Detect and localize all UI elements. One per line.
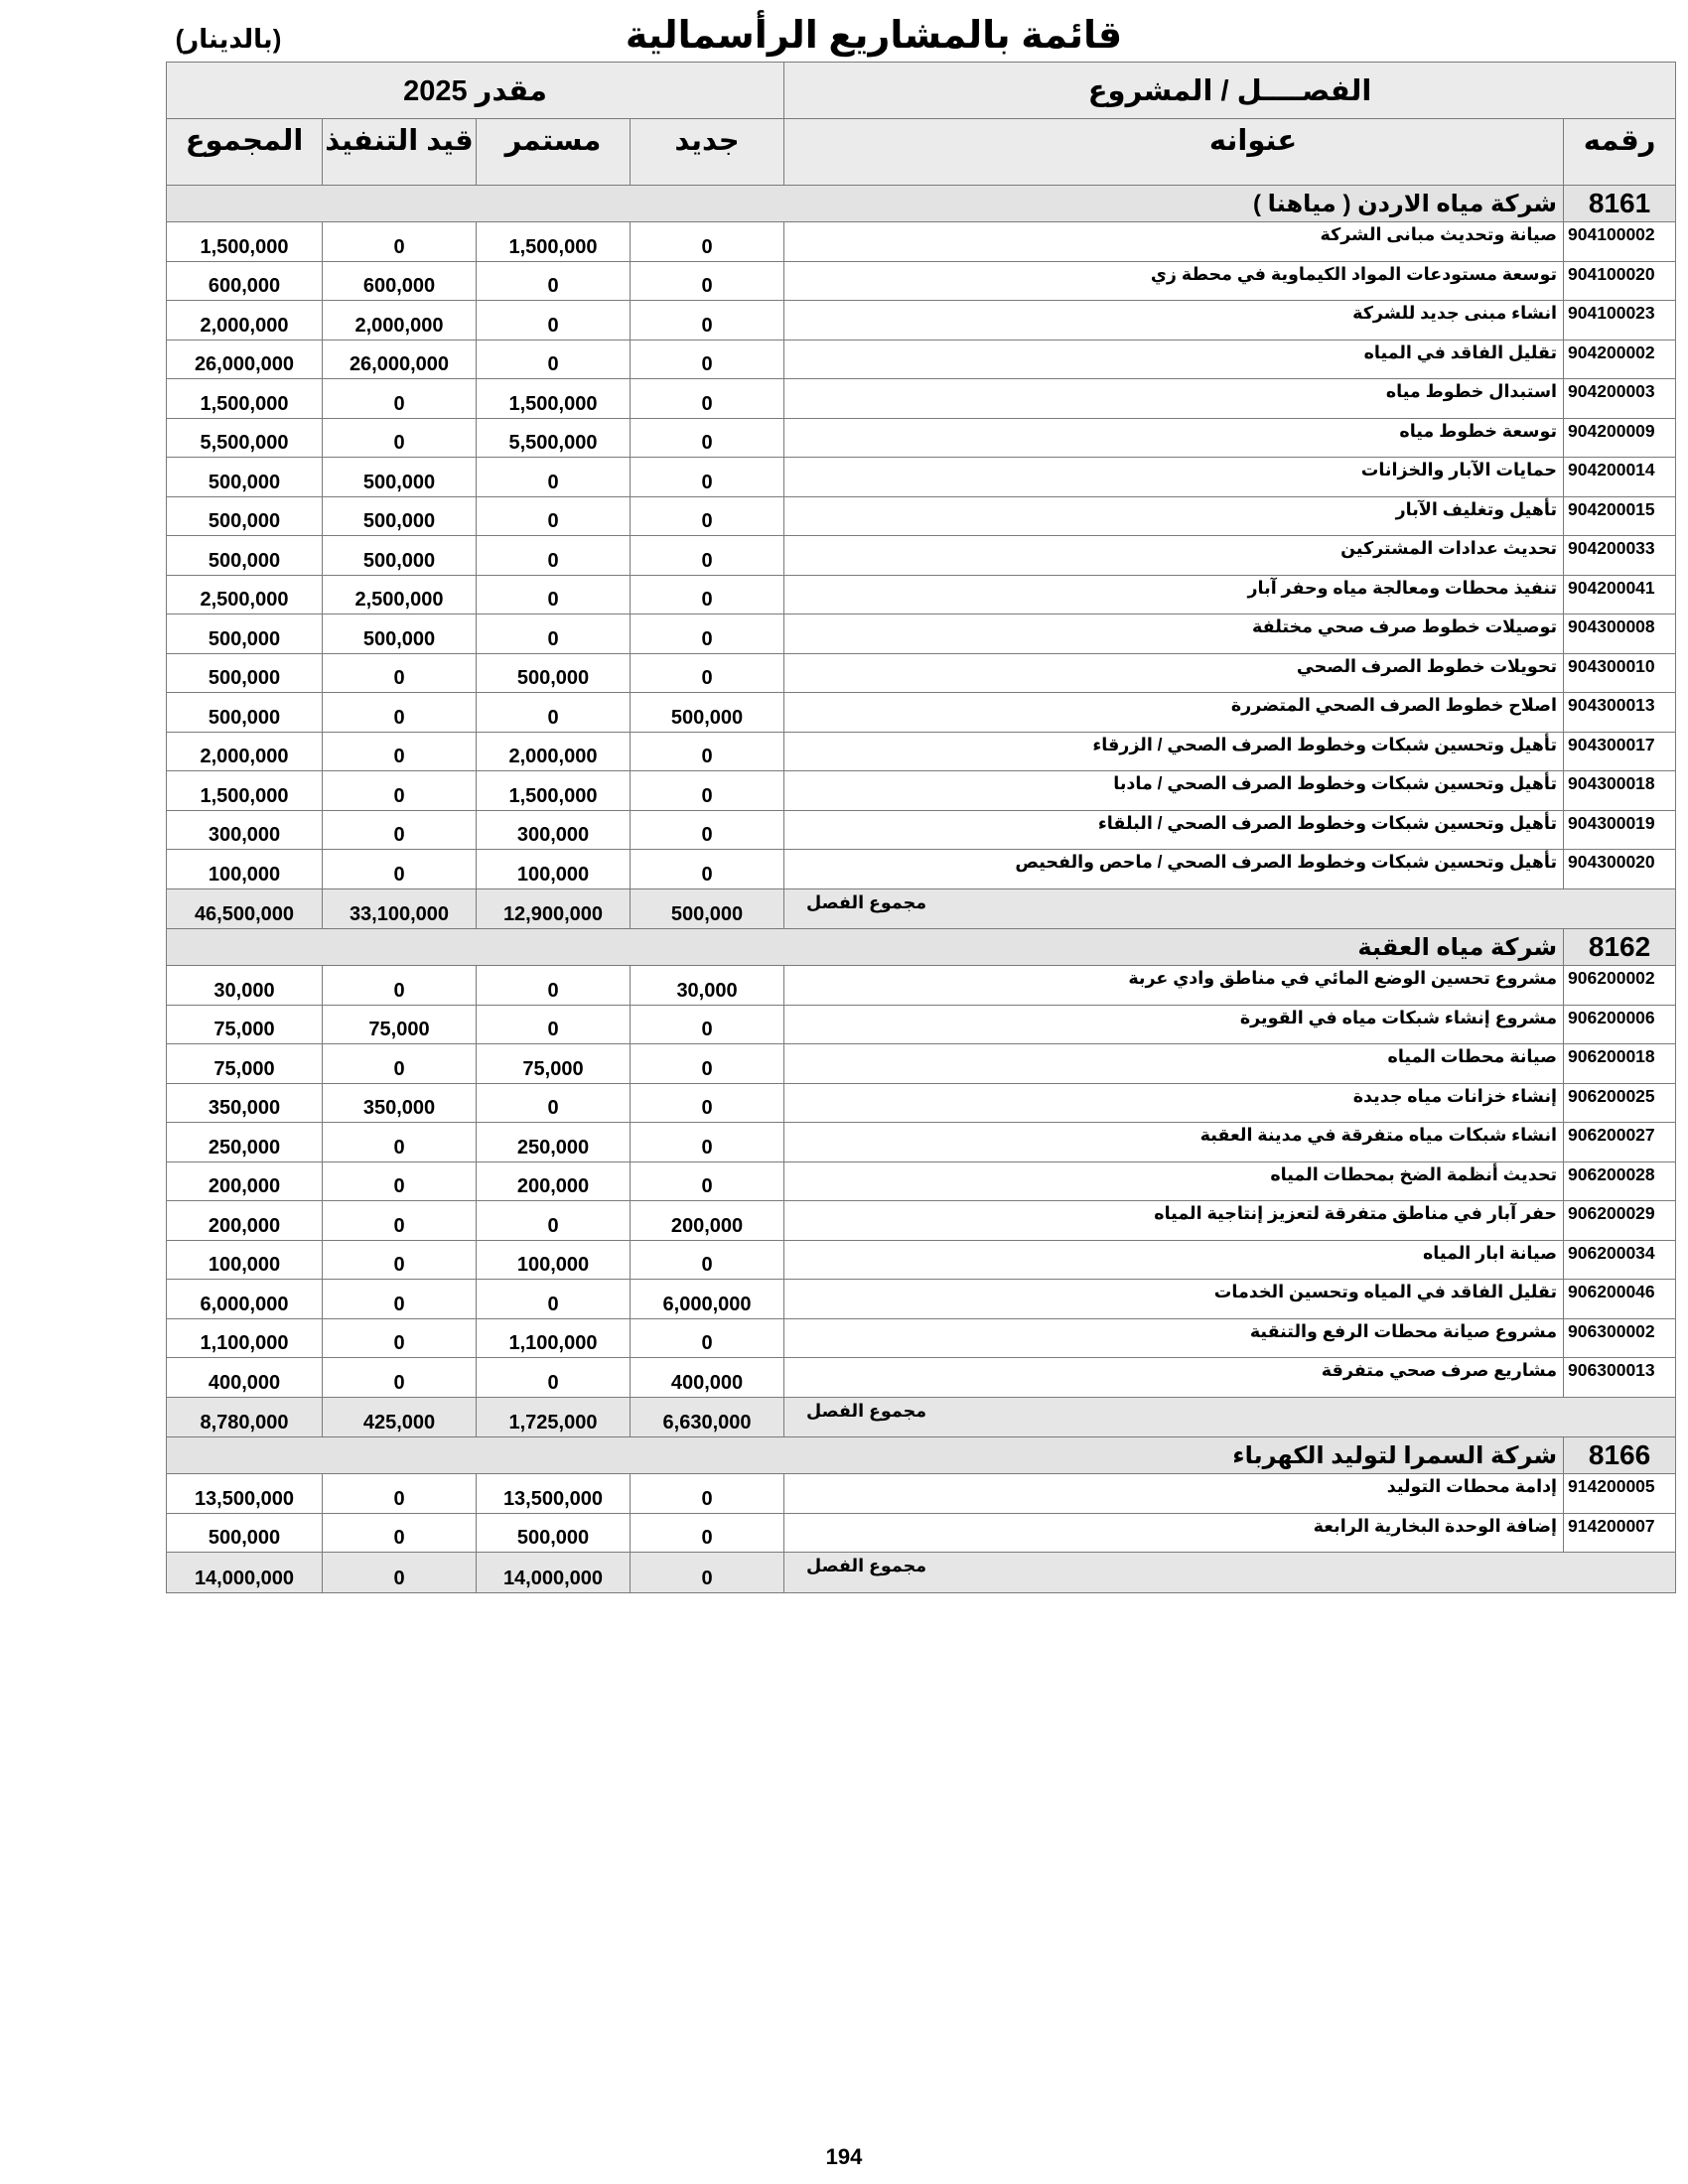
project-code: 906300013 bbox=[1564, 1358, 1676, 1398]
project-code: 904200002 bbox=[1564, 340, 1676, 379]
project-total: 500,000 bbox=[167, 614, 323, 654]
project-code: 914200007 bbox=[1564, 1513, 1676, 1553]
project-code: 906200018 bbox=[1564, 1044, 1676, 1084]
project-row bbox=[167, 575, 1676, 614]
chapter-total-continuing: 14,000,000 bbox=[477, 1553, 631, 1593]
project-code: 906200034 bbox=[1564, 1240, 1676, 1280]
project-title: تقليل الفاقد في المياه وتحسين الخدمات bbox=[784, 1280, 1564, 1319]
project-code: 906200025 bbox=[1564, 1083, 1676, 1123]
project-row bbox=[167, 1083, 1676, 1123]
chapter-total-label: مجموع الفصل bbox=[784, 1397, 1676, 1437]
chapter-total-under-execution: 0 bbox=[323, 1553, 477, 1593]
project-continuing: 0 bbox=[477, 536, 631, 576]
project-total: 300,000 bbox=[167, 810, 323, 850]
project-row bbox=[167, 301, 1676, 341]
project-code: 904300010 bbox=[1564, 653, 1676, 693]
project-continuing: 250,000 bbox=[477, 1123, 631, 1162]
project-row bbox=[167, 850, 1676, 889]
title-column-header: عنوانه bbox=[784, 119, 1564, 186]
chapter-total-continuing: 12,900,000 bbox=[477, 888, 631, 929]
project-under-execution: 0 bbox=[323, 732, 477, 771]
project-under-execution: 500,000 bbox=[323, 496, 477, 536]
project-under-execution: 0 bbox=[323, 810, 477, 850]
project-total: 250,000 bbox=[167, 1123, 323, 1162]
project-new: 0 bbox=[631, 536, 784, 576]
project-code: 904300020 bbox=[1564, 850, 1676, 889]
project-title: تحويلات خطوط الصرف الصحي bbox=[784, 653, 1564, 693]
project-new: 0 bbox=[631, 496, 784, 536]
project-continuing: 0 bbox=[477, 1005, 631, 1044]
chapter-total-row bbox=[167, 888, 1676, 929]
project-title: مشروع تحسين الوضع المائي في مناطق وادي عربة bbox=[784, 966, 1564, 1006]
page-number: 194 bbox=[825, 2144, 863, 2169]
project-code: 904300013 bbox=[1564, 693, 1676, 733]
project-continuing: 0 bbox=[477, 1358, 631, 1398]
project-continuing: 100,000 bbox=[477, 1240, 631, 1280]
project-row bbox=[167, 1280, 1676, 1319]
project-continuing: 0 bbox=[477, 1083, 631, 1123]
project-total: 100,000 bbox=[167, 850, 323, 889]
project-row bbox=[167, 1513, 1676, 1553]
page-title: قائمة بالمشاريع الرأسمالية bbox=[625, 15, 1123, 57]
project-continuing: 300,000 bbox=[477, 810, 631, 850]
project-continuing: 0 bbox=[477, 1280, 631, 1319]
project-row bbox=[167, 732, 1676, 771]
project-total: 1,500,000 bbox=[167, 771, 323, 811]
project-row bbox=[167, 261, 1676, 301]
project-new: 0 bbox=[631, 261, 784, 301]
project-code: 906200028 bbox=[1564, 1161, 1676, 1201]
project-new: 0 bbox=[631, 732, 784, 771]
project-continuing: 200,000 bbox=[477, 1161, 631, 1201]
project-total: 200,000 bbox=[167, 1201, 323, 1241]
project-row bbox=[167, 1044, 1676, 1084]
project-under-execution: 75,000 bbox=[323, 1005, 477, 1044]
project-row bbox=[167, 693, 1676, 733]
project-title: تنفيذ محطات ومعالجة مياه وحفر آبار bbox=[784, 575, 1564, 614]
chapter-total-new: 500,000 bbox=[631, 888, 784, 929]
project-new: 0 bbox=[631, 1123, 784, 1162]
chapter-name: شركة السمرا لتوليد الكهرباء bbox=[167, 1437, 1564, 1474]
chapter-row bbox=[167, 929, 1676, 966]
project-new: 0 bbox=[631, 653, 784, 693]
chapter-row bbox=[167, 186, 1676, 222]
project-row bbox=[167, 1005, 1676, 1044]
chapter-total-continuing: 1,725,000 bbox=[477, 1397, 631, 1437]
project-under-execution: 0 bbox=[323, 966, 477, 1006]
project-row bbox=[167, 1474, 1676, 1514]
project-new: 0 bbox=[631, 575, 784, 614]
project-title: توسعة مستودعات المواد الكيماوية في محطة زي bbox=[784, 261, 1564, 301]
project-under-execution: 2,500,000 bbox=[323, 575, 477, 614]
project-new: 0 bbox=[631, 458, 784, 497]
project-total: 500,000 bbox=[167, 693, 323, 733]
project-continuing: 0 bbox=[477, 1201, 631, 1241]
project-row bbox=[167, 1318, 1676, 1358]
project-continuing: 500,000 bbox=[477, 1513, 631, 1553]
project-continuing: 0 bbox=[477, 340, 631, 379]
project-new: 200,000 bbox=[631, 1201, 784, 1241]
chapter-project-header: الفصــــل / المشروع bbox=[784, 63, 1676, 119]
estimate-group-header: مقدر 2025 bbox=[167, 63, 784, 119]
project-under-execution: 0 bbox=[323, 418, 477, 458]
project-title: صيانة وتحديث مبانى الشركة bbox=[784, 222, 1564, 262]
project-continuing: 0 bbox=[477, 458, 631, 497]
project-new: 0 bbox=[631, 1513, 784, 1553]
project-new: 0 bbox=[631, 1474, 784, 1514]
project-code: 904200014 bbox=[1564, 458, 1676, 497]
project-under-execution: 0 bbox=[323, 379, 477, 419]
project-total: 200,000 bbox=[167, 1161, 323, 1201]
project-title: تحديث أنظمة الضخ بمحطات المياه bbox=[784, 1161, 1564, 1201]
capital-projects-table bbox=[166, 62, 1676, 1593]
project-under-execution: 0 bbox=[323, 850, 477, 889]
project-total: 1,500,000 bbox=[167, 379, 323, 419]
project-new: 500,000 bbox=[631, 693, 784, 733]
project-code: 906200027 bbox=[1564, 1123, 1676, 1162]
project-row bbox=[167, 418, 1676, 458]
project-new: 0 bbox=[631, 1044, 784, 1084]
project-under-execution: 0 bbox=[323, 771, 477, 811]
project-continuing: 0 bbox=[477, 496, 631, 536]
project-under-execution: 0 bbox=[323, 1280, 477, 1319]
project-under-execution: 0 bbox=[323, 1240, 477, 1280]
header-row-columns bbox=[167, 119, 1676, 186]
project-total: 6,000,000 bbox=[167, 1280, 323, 1319]
project-continuing: 100,000 bbox=[477, 850, 631, 889]
project-under-execution: 0 bbox=[323, 653, 477, 693]
project-row bbox=[167, 1240, 1676, 1280]
project-new: 0 bbox=[631, 418, 784, 458]
project-new: 0 bbox=[631, 340, 784, 379]
project-continuing: 5,500,000 bbox=[477, 418, 631, 458]
project-total: 2,000,000 bbox=[167, 732, 323, 771]
chapter-total-row bbox=[167, 1397, 1676, 1437]
project-title: حمايات الآبار والخزانات bbox=[784, 458, 1564, 497]
project-under-execution: 0 bbox=[323, 693, 477, 733]
chapter-total-sum: 14,000,000 bbox=[167, 1553, 323, 1593]
project-code: 906200046 bbox=[1564, 1280, 1676, 1319]
project-code: 904200003 bbox=[1564, 379, 1676, 419]
continuing-column-header: مستمر bbox=[477, 119, 631, 186]
project-title: إضافة الوحدة البخارية الرابعة bbox=[784, 1513, 1564, 1553]
project-under-execution: 0 bbox=[323, 1318, 477, 1358]
project-under-execution: 0 bbox=[323, 1513, 477, 1553]
project-under-execution: 26,000,000 bbox=[323, 340, 477, 379]
chapter-total-row bbox=[167, 1553, 1676, 1593]
project-total: 500,000 bbox=[167, 496, 323, 536]
project-code: 914200005 bbox=[1564, 1474, 1676, 1514]
project-new: 0 bbox=[631, 1005, 784, 1044]
project-total: 26,000,000 bbox=[167, 340, 323, 379]
project-total: 400,000 bbox=[167, 1358, 323, 1398]
project-row bbox=[167, 1161, 1676, 1201]
project-total: 1,500,000 bbox=[167, 222, 323, 262]
project-under-execution: 0 bbox=[323, 1358, 477, 1398]
project-continuing: 500,000 bbox=[477, 653, 631, 693]
project-code: 904200033 bbox=[1564, 536, 1676, 576]
project-continuing: 75,000 bbox=[477, 1044, 631, 1084]
project-under-execution: 500,000 bbox=[323, 458, 477, 497]
project-new: 6,000,000 bbox=[631, 1280, 784, 1319]
project-row bbox=[167, 1123, 1676, 1162]
project-new: 0 bbox=[631, 222, 784, 262]
project-title: استبدال خطوط مياه bbox=[784, 379, 1564, 419]
project-title: حفر آبار في مناطق متفرقة لتعزيز إنتاجية المياه bbox=[784, 1201, 1564, 1241]
chapter-code: 8161 bbox=[1564, 186, 1676, 222]
project-total: 500,000 bbox=[167, 536, 323, 576]
project-title: تأهيل وتحسين شبكات وخطوط الصرف الصحي / الزرقاء bbox=[784, 732, 1564, 771]
header-row-group bbox=[167, 63, 1676, 119]
project-total: 100,000 bbox=[167, 1240, 323, 1280]
project-under-execution: 500,000 bbox=[323, 614, 477, 654]
project-code: 904100020 bbox=[1564, 261, 1676, 301]
project-new: 0 bbox=[631, 301, 784, 341]
project-row bbox=[167, 1358, 1676, 1398]
project-row bbox=[167, 222, 1676, 262]
project-under-execution: 0 bbox=[323, 1474, 477, 1514]
project-new: 30,000 bbox=[631, 966, 784, 1006]
project-new: 0 bbox=[631, 850, 784, 889]
project-new: 0 bbox=[631, 1318, 784, 1358]
project-continuing: 1,100,000 bbox=[477, 1318, 631, 1358]
project-title: توصيلات خطوط صرف صحي مختلفة bbox=[784, 614, 1564, 654]
project-title: تأهيل وتحسين شبكات وخطوط الصرف الصحي / مادبا bbox=[784, 771, 1564, 811]
project-code: 906200006 bbox=[1564, 1005, 1676, 1044]
project-total: 500,000 bbox=[167, 653, 323, 693]
chapter-total-sum: 46,500,000 bbox=[167, 888, 323, 929]
project-title: إنشاء خزانات مياه جديدة bbox=[784, 1083, 1564, 1123]
project-code: 904200041 bbox=[1564, 575, 1676, 614]
project-total: 1,100,000 bbox=[167, 1318, 323, 1358]
project-title: اصلاح خطوط الصرف الصحي المتضررة bbox=[784, 693, 1564, 733]
project-continuing: 0 bbox=[477, 614, 631, 654]
number-column-header: رقمه bbox=[1564, 119, 1676, 186]
project-code: 906300002 bbox=[1564, 1318, 1676, 1358]
project-under-execution: 0 bbox=[323, 1201, 477, 1241]
chapter-total-under-execution: 33,100,000 bbox=[323, 888, 477, 929]
project-code: 904100002 bbox=[1564, 222, 1676, 262]
project-row bbox=[167, 653, 1676, 693]
total-column-header: المجموع bbox=[167, 119, 323, 186]
project-total: 2,000,000 bbox=[167, 301, 323, 341]
project-row bbox=[167, 614, 1676, 654]
project-new: 0 bbox=[631, 614, 784, 654]
project-code: 906200029 bbox=[1564, 1201, 1676, 1241]
project-continuing: 2,000,000 bbox=[477, 732, 631, 771]
project-title: تحديث عدادات المشتركين bbox=[784, 536, 1564, 576]
project-continuing: 0 bbox=[477, 575, 631, 614]
project-title: تأهيل وتحسين شبكات وخطوط الصرف الصحي / ماحص والفحيص bbox=[784, 850, 1564, 889]
project-under-execution: 500,000 bbox=[323, 536, 477, 576]
project-under-execution: 2,000,000 bbox=[323, 301, 477, 341]
project-code: 904200009 bbox=[1564, 418, 1676, 458]
project-new: 0 bbox=[631, 1161, 784, 1201]
project-new: 400,000 bbox=[631, 1358, 784, 1398]
project-title: إدامة محطات التوليد bbox=[784, 1474, 1564, 1514]
currency-note: (بالدينار) bbox=[175, 24, 282, 54]
project-code: 904300008 bbox=[1564, 614, 1676, 654]
project-new: 0 bbox=[631, 810, 784, 850]
project-under-execution: 0 bbox=[323, 1044, 477, 1084]
project-total: 350,000 bbox=[167, 1083, 323, 1123]
project-new: 0 bbox=[631, 1083, 784, 1123]
project-title: تأهيل وتغليف الآبار bbox=[784, 496, 1564, 536]
project-code: 904300018 bbox=[1564, 771, 1676, 811]
project-title: تأهيل وتحسين شبكات وخطوط الصرف الصحي / البلقاء bbox=[784, 810, 1564, 850]
project-total: 2,500,000 bbox=[167, 575, 323, 614]
project-total: 13,500,000 bbox=[167, 1474, 323, 1514]
chapter-total-new: 6,630,000 bbox=[631, 1397, 784, 1437]
project-code: 906200002 bbox=[1564, 966, 1676, 1006]
project-continuing: 0 bbox=[477, 966, 631, 1006]
project-code: 904100023 bbox=[1564, 301, 1676, 341]
project-title: مشاريع صرف صحي متفرقة bbox=[784, 1358, 1564, 1398]
project-total: 30,000 bbox=[167, 966, 323, 1006]
project-row bbox=[167, 496, 1676, 536]
project-title: مشروع صيانة محطات الرفع والتنقية bbox=[784, 1318, 1564, 1358]
project-total: 500,000 bbox=[167, 1513, 323, 1553]
project-under-execution: 0 bbox=[323, 222, 477, 262]
project-continuing: 0 bbox=[477, 301, 631, 341]
project-title: انشاء شبكات مياه متفرقة في مدينة العقبة bbox=[784, 1123, 1564, 1162]
chapter-total-new: 0 bbox=[631, 1553, 784, 1593]
chapter-row bbox=[167, 1437, 1676, 1474]
project-title: مشروع إنشاء شبكات مياه في القويرة bbox=[784, 1005, 1564, 1044]
project-title: تقليل الفاقد في المياه bbox=[784, 340, 1564, 379]
project-under-execution: 600,000 bbox=[323, 261, 477, 301]
chapter-name: شركة مياه العقبة bbox=[167, 929, 1564, 966]
project-under-execution: 0 bbox=[323, 1161, 477, 1201]
project-row bbox=[167, 1201, 1676, 1241]
chapter-total-under-execution: 425,000 bbox=[323, 1397, 477, 1437]
chapter-total-label: مجموع الفصل bbox=[784, 1553, 1676, 1593]
project-title: توسعة خطوط مياه bbox=[784, 418, 1564, 458]
project-title: صيانة ابار المياه bbox=[784, 1240, 1564, 1280]
project-continuing: 0 bbox=[477, 261, 631, 301]
project-continuing: 1,500,000 bbox=[477, 379, 631, 419]
project-new: 0 bbox=[631, 1240, 784, 1280]
project-title: صيانة محطات المياه bbox=[784, 1044, 1564, 1084]
project-continuing: 13,500,000 bbox=[477, 1474, 631, 1514]
project-row bbox=[167, 536, 1676, 576]
project-total: 500,000 bbox=[167, 458, 323, 497]
project-new: 0 bbox=[631, 771, 784, 811]
project-row bbox=[167, 810, 1676, 850]
chapter-code: 8162 bbox=[1564, 929, 1676, 966]
under-execution-column-header: قيد التنفيذ bbox=[323, 119, 477, 186]
project-code: 904300017 bbox=[1564, 732, 1676, 771]
project-row bbox=[167, 771, 1676, 811]
project-row bbox=[167, 458, 1676, 497]
new-column-header: جديد bbox=[631, 119, 784, 186]
chapter-total-label: مجموع الفصل bbox=[784, 888, 1676, 929]
project-code: 904300019 bbox=[1564, 810, 1676, 850]
project-continuing: 0 bbox=[477, 693, 631, 733]
project-row bbox=[167, 966, 1676, 1006]
project-code: 904200015 bbox=[1564, 496, 1676, 536]
chapter-name: شركة مياه الاردن ( مياهنا ) bbox=[167, 186, 1564, 222]
chapter-total-sum: 8,780,000 bbox=[167, 1397, 323, 1437]
project-title: انشاء مبنى جديد للشركة bbox=[784, 301, 1564, 341]
project-row bbox=[167, 379, 1676, 419]
chapter-code: 8166 bbox=[1564, 1437, 1676, 1474]
project-under-execution: 0 bbox=[323, 1123, 477, 1162]
project-under-execution: 350,000 bbox=[323, 1083, 477, 1123]
project-new: 0 bbox=[631, 379, 784, 419]
project-total: 5,500,000 bbox=[167, 418, 323, 458]
project-total: 600,000 bbox=[167, 261, 323, 301]
project-continuing: 1,500,000 bbox=[477, 222, 631, 262]
project-total: 75,000 bbox=[167, 1044, 323, 1084]
project-total: 75,000 bbox=[167, 1005, 323, 1044]
project-continuing: 1,500,000 bbox=[477, 771, 631, 811]
project-row bbox=[167, 340, 1676, 379]
